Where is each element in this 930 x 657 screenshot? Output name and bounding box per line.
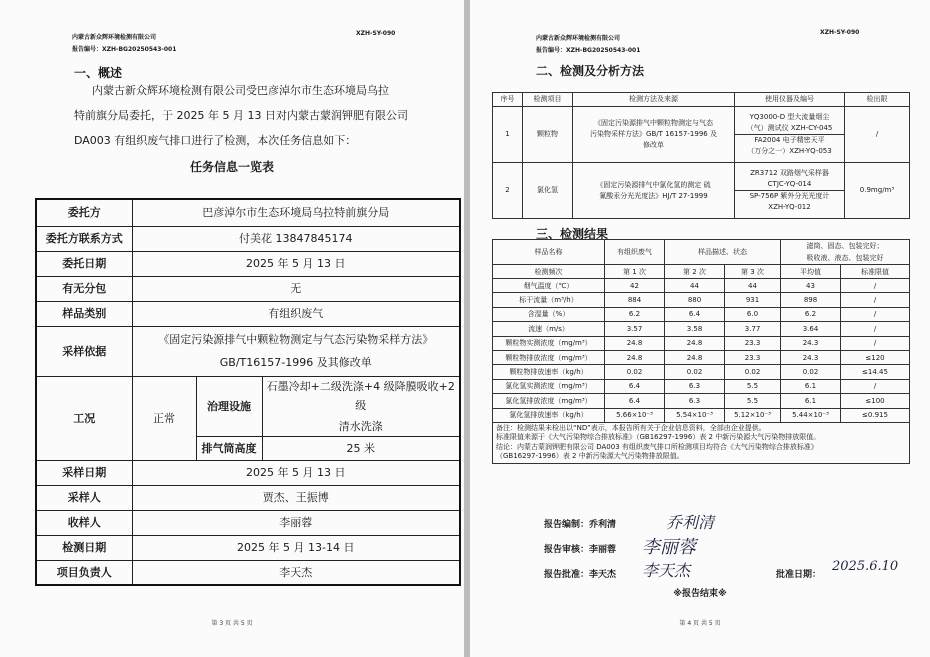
treatment-line-2: 清水洗涤 — [338, 419, 383, 433]
method-source-line: 污染物采样方法》GB/T 16157-1996 及 — [590, 130, 717, 138]
results-notes — [493, 422, 910, 463]
col-header-run-2: 第 2 次 — [665, 265, 725, 279]
table-row — [493, 336, 910, 350]
result-average: 6.1 — [781, 394, 841, 408]
result-run-3: 931 — [725, 293, 781, 307]
col-header-standard-limit: 标准限值 — [841, 265, 910, 279]
table-row — [36, 560, 460, 585]
result-run-2: 24.8 — [665, 350, 725, 364]
approval-date-label: 批准日期： — [776, 570, 822, 580]
result-average: 6.1 — [781, 379, 841, 393]
result-limit: ≤100 — [841, 394, 910, 408]
stack-height-value: 25 米 — [262, 436, 460, 460]
result-run-3: 5.5 — [725, 394, 781, 408]
table-row — [36, 199, 460, 226]
table-row — [493, 350, 910, 364]
condition-value: 正常 — [132, 376, 196, 460]
instrument-line: （万分之一）XZH-YQ-053 — [747, 147, 832, 155]
stack-height-label: 排气筒高度 — [196, 436, 262, 460]
approver-signature: 李天杰 — [642, 561, 691, 580]
method-no: 1 — [493, 107, 523, 163]
result-run-3: 5.5 — [725, 379, 781, 393]
table-row — [493, 322, 910, 336]
table-row — [36, 485, 460, 510]
table-row — [36, 510, 460, 535]
sample-category-label: 样品类别 — [36, 301, 132, 326]
result-limit: ≤120 — [841, 350, 910, 364]
commission-date-label: 委托日期 — [36, 251, 132, 276]
report-number: 报告编号：XZH-BG20250543-001 — [72, 46, 177, 53]
note-line: （GB16297-1996）表 2 中新污染源大气污染物排放限值。 — [496, 452, 684, 461]
result-run-1: 6.4 — [605, 394, 665, 408]
table-row — [36, 376, 460, 436]
test-date-value: 2025 年 5 月 13-14 日 — [132, 535, 460, 560]
doc-code: XZH-SY-090 — [356, 30, 396, 37]
intro-line-3: DA003 有组织废气排口进行了检测，本次任务信息如下： — [74, 134, 357, 147]
doc-code: XZH-SY-090 — [820, 29, 860, 36]
section-results-title: 三、检测结果 — [536, 227, 609, 241]
receiver-value: 李丽蓉 — [132, 510, 460, 535]
sampler-value: 贾杰、王振博 — [132, 485, 460, 510]
subcontract-value: 无 — [132, 276, 460, 301]
result-param: 氯化氢实测浓度（mg/m³） — [493, 379, 605, 393]
result-average: 0.02 — [781, 365, 841, 379]
table-row — [36, 301, 460, 326]
col-header-average: 平均值 — [781, 265, 841, 279]
client-value: 巴彦淖尔市生态环境局乌拉特前旗分局 — [132, 199, 460, 226]
result-run-2: 880 — [665, 293, 725, 307]
method-source — [573, 163, 735, 219]
method-item: 颗粒物 — [523, 107, 573, 163]
approval-date-handwritten: 2025.6.10 — [832, 559, 899, 574]
method-limit: / — [845, 107, 910, 163]
instrument-line: CTJC-YQ-014 — [735, 179, 844, 191]
section-methods-title: 二、检测及分析方法 — [536, 64, 645, 78]
method-limit: 0.9mg/m³ — [845, 163, 910, 219]
company-header: 内蒙古新众辉环境检测有限公司 — [72, 34, 157, 41]
method-source-line: 《固定污染源排气中氯化氢的测定 硫 — [596, 180, 711, 189]
result-param: 标干流量（m³/h） — [493, 293, 605, 307]
col-header-run-3: 第 3 次 — [725, 265, 781, 279]
result-limit: / — [841, 336, 910, 350]
method-source-line: 《固定污染源排气中颗粒物测定与气态 — [594, 119, 713, 127]
method-item: 氯化氢 — [523, 163, 573, 219]
note-line: 结论：内蒙古蒙润钾肥有限公司 DA003 有组织废气排口所检测项目均符合《大气污染物综合排放标准》 — [496, 442, 818, 451]
result-run-1: 884 — [605, 293, 665, 307]
table-row — [493, 379, 910, 393]
result-limit: / — [841, 293, 910, 307]
result-run-3: 23.3 — [725, 350, 781, 364]
instrument-line: YQ3000-D 型大流量烟尘 — [749, 113, 830, 121]
approved-by: 报告批准：李天杰 — [544, 570, 617, 580]
contact-value: 付美花 13847845174 — [132, 226, 460, 251]
table-row — [493, 365, 910, 379]
sample-name-label: 样品名称 — [493, 240, 605, 265]
report-end-marker: ※报告结束※ — [673, 589, 727, 599]
result-param: 颗粒物排放浓度（mg/m³） — [493, 350, 605, 364]
result-run-2: 5.54×10⁻³ — [665, 408, 725, 422]
result-run-2: 3.58 — [665, 322, 725, 336]
instrument-line: SP-756P 紫外分光光度计 — [749, 192, 830, 200]
note-line: 备注：检测结果未检出以“ND”表示，本报告所有关于企业信息资料，全部由企业提供。 — [496, 423, 766, 432]
result-run-2: 6.4 — [665, 307, 725, 321]
sample-desc-value — [781, 240, 910, 265]
result-average: 24.3 — [781, 336, 841, 350]
page-footer: 第 4 页 共 5 页 — [679, 620, 721, 627]
reviewer-signature: 李丽蓉 — [642, 537, 696, 558]
project-leader-label: 项目负责人 — [36, 560, 132, 585]
client-label: 委托方 — [36, 199, 132, 226]
page-footer: 第 3 页 共 5 页 — [211, 620, 253, 627]
table-row — [493, 293, 910, 307]
sampling-basis-value — [132, 326, 460, 376]
sampling-basis-line-1: 《固定污染源排气中颗粒物测定与气态污染物采样方法》 — [158, 333, 434, 346]
table-header-row — [493, 265, 910, 279]
sample-desc-line-1: 滤筒、固态、包装完好； — [806, 242, 884, 250]
result-limit: ≤0.915 — [841, 408, 910, 422]
company-header: 内蒙古新众辉环境检测有限公司 — [536, 35, 621, 42]
subcontract-label: 有无分包 — [36, 276, 132, 301]
result-run-3: 3.77 — [725, 322, 781, 336]
project-leader-value: 李天杰 — [132, 560, 460, 585]
result-run-2: 0.02 — [665, 365, 725, 379]
compiled-by: 报告编制：乔利清 — [544, 520, 617, 530]
task-table-title: 任务信息一览表 — [189, 160, 274, 174]
intro-line-1: 内蒙古新众辉环境检测有限公司受巴彦淖尔市生态环境局乌拉 — [92, 84, 389, 97]
instrument-line: ZR3712 双路烟气采样器 — [750, 169, 829, 177]
col-header-instrument: 使用仪器及编号 — [735, 93, 845, 107]
table-row — [493, 163, 910, 219]
result-limit: / — [841, 307, 910, 321]
result-param: 含湿量（%） — [493, 307, 605, 321]
task-info-table — [35, 198, 461, 586]
result-average: 6.2 — [781, 307, 841, 321]
col-header-no: 序号 — [493, 93, 523, 107]
method-instrument — [735, 163, 845, 219]
result-param: 氯化氢排放速率（kg/h） — [493, 408, 605, 422]
condition-label: 工况 — [36, 376, 132, 460]
result-run-3: 0.02 — [725, 365, 781, 379]
table-row — [493, 422, 910, 463]
col-header-run-1: 第 1 次 — [605, 265, 665, 279]
instrument-line: XZH-YQ-012 — [768, 203, 811, 211]
result-run-2: 6.3 — [665, 394, 725, 408]
result-average: 43 — [781, 279, 841, 293]
sample-name-value: 有组织废气 — [605, 240, 665, 265]
result-run-3: 5.12×10⁻³ — [725, 408, 781, 422]
sampler-label: 采样人 — [36, 485, 132, 510]
section-overview-title: 一、概述 — [74, 66, 123, 80]
result-average: 24.3 — [781, 350, 841, 364]
result-run-3: 44 — [725, 279, 781, 293]
col-header-method: 检测方法及来源 — [573, 93, 735, 107]
table-row — [36, 251, 460, 276]
result-param: 颗粒物实测浓度（mg/m³） — [493, 336, 605, 350]
table-row — [493, 279, 910, 293]
result-run-1: 3.57 — [605, 322, 665, 336]
result-run-3: 6.0 — [725, 307, 781, 321]
instrument-line: FA2004 电子精密天平 — [754, 136, 825, 144]
table-row — [36, 276, 460, 301]
col-header-frequency: 检测频次 — [493, 265, 605, 279]
result-run-2: 6.3 — [665, 379, 725, 393]
method-source — [573, 107, 735, 163]
result-run-1: 24.8 — [605, 350, 665, 364]
result-average: 898 — [781, 293, 841, 307]
result-run-1: 24.8 — [605, 336, 665, 350]
result-param: 氯化氢排放浓度（mg/m³） — [493, 394, 605, 408]
commission-date-value: 2025 年 5 月 13 日 — [132, 251, 460, 276]
method-instrument — [735, 107, 845, 163]
table-header-row — [493, 93, 910, 107]
result-limit: ≤14.45 — [841, 365, 910, 379]
result-run-1: 42 — [605, 279, 665, 293]
receiver-label: 收样人 — [36, 510, 132, 535]
table-row — [493, 408, 910, 422]
results-table — [492, 239, 910, 464]
report-number: 报告编号：XZH-BG20250543-001 — [536, 47, 641, 54]
result-run-3: 23.3 — [725, 336, 781, 350]
result-average: 3.64 — [781, 322, 841, 336]
table-row — [36, 326, 460, 376]
sampling-basis-label: 采样依据 — [36, 326, 132, 376]
sampling-date-label: 采样日期 — [36, 460, 132, 485]
result-run-1: 5.66×10⁻³ — [605, 408, 665, 422]
report-page-4 — [470, 0, 930, 657]
test-date-label: 检测日期 — [36, 535, 132, 560]
table-row — [493, 240, 910, 265]
table-row — [493, 107, 910, 163]
treatment-value — [262, 376, 460, 436]
method-source-line: 修改单 — [643, 141, 664, 149]
sampling-date-value: 2025 年 5 月 13 日 — [132, 460, 460, 485]
sampling-basis-line-2: GB/T16157-1996 及其修改单 — [219, 356, 372, 369]
report-page-3 — [0, 0, 464, 657]
result-run-2: 44 — [665, 279, 725, 293]
compiler-signature: 乔利清 — [666, 513, 715, 532]
result-average: 5.44×10⁻³ — [781, 408, 841, 422]
result-limit: / — [841, 322, 910, 336]
sample-desc-label: 样品描述、状态 — [665, 240, 781, 265]
result-param: 颗粒物排放速率（kg/h） — [493, 365, 605, 379]
result-param: 流速（m/s） — [493, 322, 605, 336]
methods-table — [492, 92, 910, 219]
result-run-1: 6.4 — [605, 379, 665, 393]
table-row — [36, 535, 460, 560]
instrument-line: （气）测试仪 XZH-CY-045 — [735, 123, 844, 135]
intro-line-2: 特前旗分局委托，于 2025 年 5 月 13 日对内蒙古蒙润钾肥有限公司 — [74, 109, 408, 122]
result-param: 烟气温度（℃） — [493, 279, 605, 293]
treatment-line-1: 石墨冷却+二级洗涤+4 级降膜吸收+2 级 — [266, 379, 455, 412]
note-line: 标准限值来源于《大气污染物综合排放标准》（GB16297-1996）表 2 中新污染源大气污染物排放限值。 — [496, 433, 821, 442]
method-no: 2 — [493, 163, 523, 219]
result-limit: / — [841, 279, 910, 293]
method-source-line: 氰酸汞分光光度法》HJ/T 27-1999 — [599, 191, 708, 200]
col-header-limit: 检出限 — [845, 93, 910, 107]
table-row — [493, 307, 910, 321]
result-run-1: 0.02 — [605, 365, 665, 379]
result-run-1: 6.2 — [605, 307, 665, 321]
result-run-2: 24.8 — [665, 336, 725, 350]
contact-label: 委托方联系方式 — [36, 226, 132, 251]
table-row — [36, 460, 460, 485]
reviewed-by: 报告审核：李丽蓉 — [544, 545, 617, 555]
col-header-item: 检测项目 — [523, 93, 573, 107]
result-limit: / — [841, 379, 910, 393]
sample-desc-line-2: 吸收液、液态、包装完好 — [806, 254, 884, 262]
sample-category-value: 有组织废气 — [132, 301, 460, 326]
table-row — [493, 394, 910, 408]
treatment-label: 治理设施 — [196, 376, 262, 436]
table-row — [36, 226, 460, 251]
